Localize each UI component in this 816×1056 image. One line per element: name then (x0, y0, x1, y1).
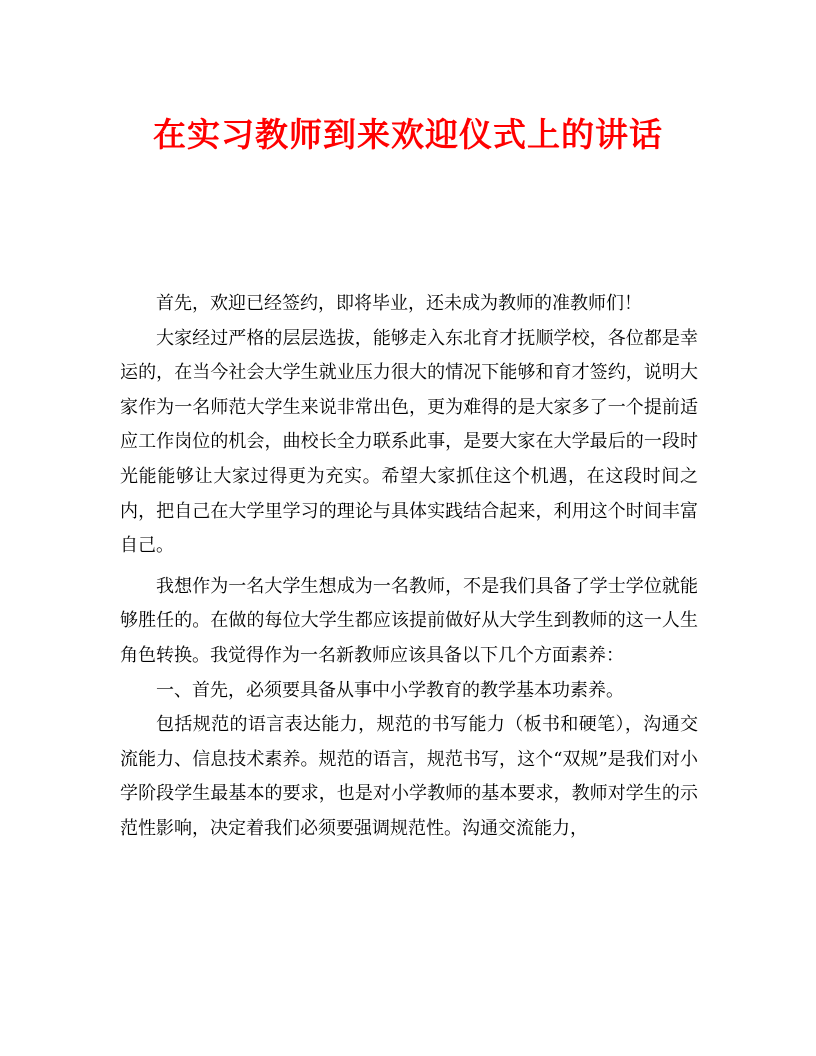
paragraph-point-one: 一、首先，必须要具备从事中小学教育的教学基本功素养。 (156, 679, 624, 701)
paragraph-role-change: 我想作为一名大学生想成为一名教师，不是我们具备了学士学位就能够胜任的。在做的每位大学生都应该提前做好从大学生到教师的这一人生角色转换。我觉得作为一名新教师应该具备以下几个方面素养： (120, 575, 698, 666)
document-title: 在实习教师到来欢迎仪式上的讲话 (153, 115, 663, 154)
paragraph-skills: 包括规范的语言表达能力，规范的书写能力（板书和硬笔），沟通交流能力、信息技术素养。规范的语言，规范书写，这个“双规”是我们对小学阶段学生最基本的要求，也是对小学教师的基本要求，教师对学生的示范性影响，决定着我们必须要强调规范性。沟通交流能力， (120, 714, 698, 839)
document-body (120, 287, 698, 847)
paragraph-welcome: 首先，欢迎已经签约，即将毕业，还未成为教师的准教师们！ (156, 293, 642, 314)
paragraph-selection: 大家经过严格的层层选拔，能够走入东北育才抚顺学校，各位都是幸运的，在当今社会大学生就业压力很大的情况下能够和育才签约，说明大家作为一名师范大学生来说非常出色，更为难得的是大家多了一个提前适应工作岗位的机会，曲校长全力联系此事，是要大家在大学最后的一段时光能能够让大家过得更为充实。希望大家抓住这个机遇，在这段时间之内，把自己在大学里学习的理论与具体实践结合起来，利用这个时间丰富自己。 (120, 327, 698, 557)
